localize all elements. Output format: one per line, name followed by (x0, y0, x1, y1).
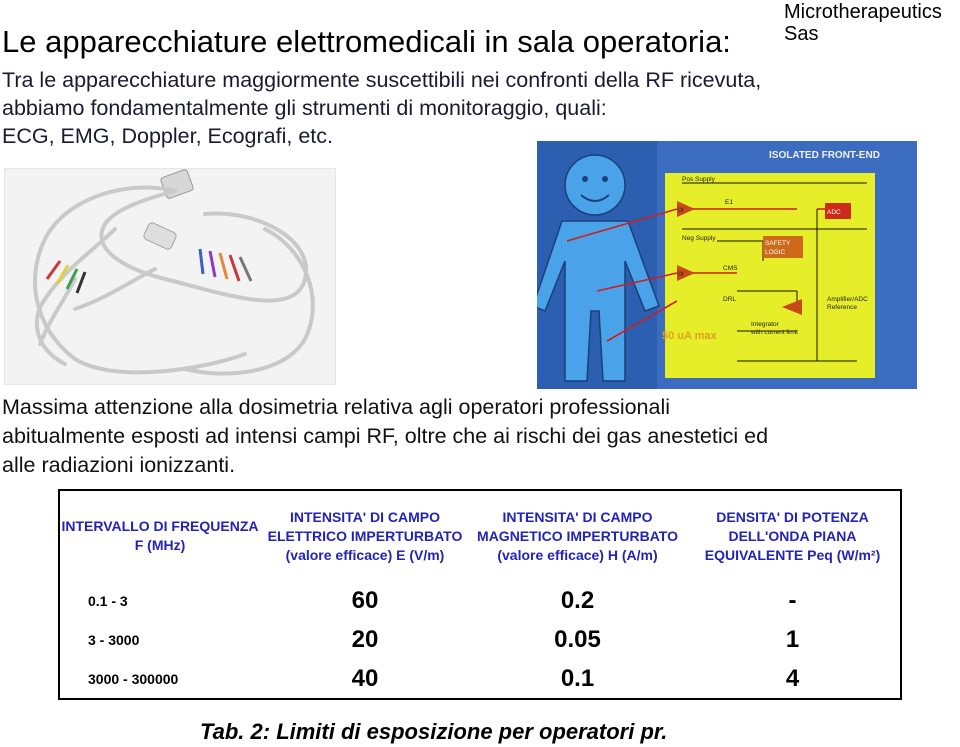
header-frequency: INTERVALLO DI FREQUENZA F (MHz) (61, 518, 259, 553)
header-magnetic-field: INTENSITA' DI CAMPO MAGNETICO IMPERTURBATO (valore efficace) H (A/m) (477, 508, 678, 563)
e1-label: E1 (725, 199, 733, 206)
cell-frequency: 0.1 - 3 (88, 592, 128, 609)
table-header-row (59, 490, 901, 581)
cell-power: - (788, 586, 797, 614)
integrator-label: Integrator (751, 321, 779, 328)
cell-magnetic: 0.1 (560, 664, 595, 692)
table-caption: Tab. 2: Limiti di esposizione per operatori pr. (200, 719, 668, 744)
front-end-schematic (537, 141, 917, 389)
slide-title: Le apparecchiature elettromedicali in sala operatoria: (2, 24, 731, 59)
ecg-cable-photo (4, 168, 336, 385)
intro-line: Tra le apparecchiature maggiormente suscettibili nei confronti della RF ricevuta, (2, 68, 762, 92)
reference-label: Reference (827, 304, 857, 311)
ecg-cable-illustration (5, 169, 335, 384)
current-limit-label: with current limit (751, 329, 798, 336)
intro-line: ECG, EMG, Doppler, Ecografi, etc. (2, 124, 333, 148)
pos-supply-label: Pos Supply (682, 176, 715, 183)
warning-line: alle radiazioni ionizzanti. (2, 453, 236, 477)
warning-line: abitualmente esposti ad intensi campi RF, oltre che ai rischi dei gas anestetici ed (2, 424, 769, 448)
cell-power: 4 (785, 664, 800, 692)
warning-line: Massima attenzione alla dosimetria relativa agli operatori professionali (2, 395, 671, 419)
intro-line: abbiamo fondamentalmente gli strumenti di monitoraggio, quali: (2, 96, 607, 120)
brand-line-1: Microtherapeutics (784, 1, 942, 23)
drl-label: DRL (723, 296, 737, 303)
diagram-header: ISOLATED FRONT-END (769, 150, 880, 161)
neg-supply-label: Neg Supply (682, 235, 716, 242)
table-row (59, 659, 901, 699)
cell-frequency: 3000 - 300000 (88, 670, 179, 687)
table-row (59, 581, 901, 620)
cell-electric: 20 (351, 625, 379, 653)
cell-power: 1 (785, 625, 800, 653)
cell-electric: 60 (351, 586, 379, 614)
amp-label: Amplifier/ADC (827, 296, 868, 303)
cell-electric: 40 (351, 664, 379, 692)
ix-label: IX (678, 207, 685, 214)
safety-label: SAFETY (765, 240, 791, 247)
warning-text (2, 393, 942, 480)
intro-text (2, 66, 902, 150)
adc-label: ADC (827, 209, 841, 216)
cell-magnetic: 0.2 (560, 586, 595, 614)
exposure-limits-table (58, 489, 902, 700)
header-electric-field: INTENSITA' DI CAMPO ELETTRICO IMPERTURBATO (valore efficace) E (V/m) (267, 508, 463, 563)
table-row (59, 620, 901, 659)
current-max-label: 50 uA max (662, 330, 717, 342)
cell-magnetic: 0.05 (554, 625, 601, 653)
logic-label: LOGIC (765, 249, 786, 256)
cms-label: CMS (723, 265, 738, 272)
cell-frequency: 3 - 3000 (88, 631, 140, 648)
ix-label-2: IX (678, 271, 685, 278)
brand-label (784, 0, 954, 45)
brand-line-2: Sas (784, 23, 819, 45)
header-power-density: DENSITA' DI POTENZA DELL'ONDA PIANA EQUIVALENTE Peq (W/m²) (704, 508, 881, 563)
isolated-front-end-diagram (537, 141, 917, 389)
